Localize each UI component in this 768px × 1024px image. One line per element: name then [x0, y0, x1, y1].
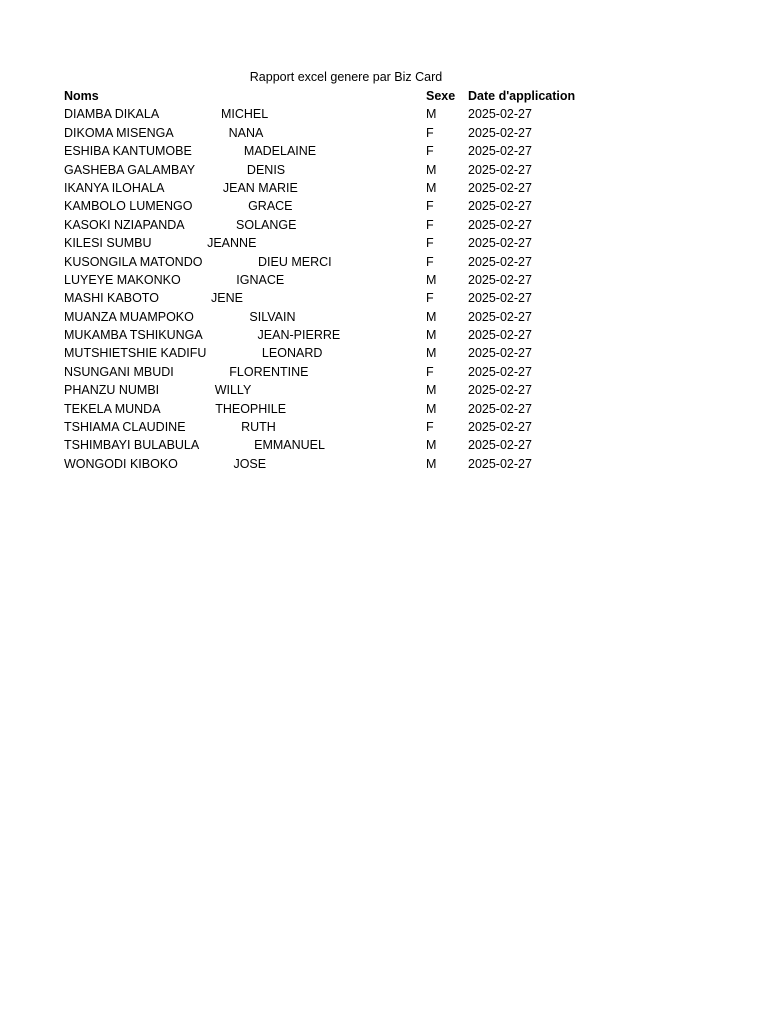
row-sex: M [426, 107, 437, 122]
row-date: 2025-02-27 [468, 254, 532, 269]
row-date: 2025-02-27 [468, 199, 532, 214]
row-name: PHANZU NUMBI WILLY [64, 383, 252, 398]
row-date: 2025-02-27 [468, 236, 532, 251]
row-sex: M [426, 328, 437, 343]
row-sex: M [426, 346, 437, 361]
row-date: 2025-02-27 [468, 144, 532, 159]
row-name: WONGODI KIBOKO JOSE [64, 456, 267, 471]
table-header-row [64, 87, 624, 105]
table-row [64, 326, 624, 344]
row-sex: M [426, 456, 437, 471]
row-name: IKANYA ILOHALA JEAN MARIE [64, 180, 298, 195]
table-row [64, 105, 624, 123]
table-row [64, 234, 624, 252]
table-row [64, 179, 624, 197]
row-date: 2025-02-27 [468, 438, 532, 453]
header-date: Date d'application [468, 89, 576, 103]
table-row [64, 400, 624, 418]
row-date: 2025-02-27 [468, 125, 532, 140]
row-name: MUTSHIETSHIE KADIFU LEONARD [64, 346, 323, 361]
row-name: DIAMBA DIKALA MICHEL [64, 107, 269, 122]
row-name: KUSONGILA MATONDO DIEU MERCI [64, 254, 332, 269]
row-name: KASOKI NZIAPANDA SOLANGE [64, 217, 297, 232]
row-date: 2025-02-27 [468, 383, 532, 398]
row-date: 2025-02-27 [468, 401, 532, 416]
row-sex: F [426, 254, 434, 269]
report-table [64, 87, 624, 473]
row-sex: F [426, 199, 434, 214]
row-name: MASHI KABOTO JENE [64, 291, 243, 306]
row-name: KAMBOLO LUMENGO GRACE [64, 199, 293, 214]
row-name: DIKOMA MISENGA NANA [64, 125, 264, 140]
row-sex: F [426, 420, 434, 435]
row-sex: F [426, 217, 434, 232]
row-sex: F [426, 236, 434, 251]
row-date: 2025-02-27 [468, 217, 532, 232]
table-row [64, 436, 624, 454]
table-row [64, 418, 624, 436]
row-sex: F [426, 291, 434, 306]
table-row [64, 271, 624, 289]
header-sex: Sexe [426, 89, 456, 103]
row-sex: F [426, 364, 434, 379]
row-name: ESHIBA KANTUMOBE MADELAINE [64, 144, 317, 159]
row-date: 2025-02-27 [468, 291, 532, 306]
table-row [64, 253, 624, 271]
table-row [64, 381, 624, 399]
row-sex: M [426, 180, 437, 195]
row-sex: M [426, 162, 437, 177]
row-name: MUANZA MUAMPOKO SILVAIN [64, 309, 296, 324]
table-row [64, 308, 624, 326]
row-date: 2025-02-27 [468, 180, 532, 195]
table-row [64, 161, 624, 179]
header-name: Noms [64, 89, 99, 103]
row-sex: M [426, 401, 437, 416]
table-row [64, 216, 624, 234]
row-sex: F [426, 125, 434, 140]
table-row [64, 197, 624, 215]
row-date: 2025-02-27 [468, 309, 532, 324]
row-date: 2025-02-27 [468, 162, 532, 177]
row-name: NSUNGANI MBUDI FLORENTINE [64, 364, 309, 379]
table-row [64, 124, 624, 142]
row-date: 2025-02-27 [468, 107, 532, 122]
row-date: 2025-02-27 [468, 420, 532, 435]
table-row [64, 344, 624, 362]
row-date: 2025-02-27 [468, 328, 532, 343]
report-title: Rapport excel genere par Biz Card [249, 70, 443, 84]
table-row [64, 289, 624, 307]
row-date: 2025-02-27 [468, 346, 532, 361]
table-row [64, 455, 624, 473]
row-sex: M [426, 438, 437, 453]
row-sex: M [426, 383, 437, 398]
row-sex: M [426, 309, 437, 324]
row-date: 2025-02-27 [468, 364, 532, 379]
row-name: TSHIAMA CLAUDINE RUTH [64, 420, 276, 435]
row-sex: F [426, 144, 434, 159]
row-name: TEKELA MUNDA THEOPHILE [64, 401, 287, 416]
row-sex: M [426, 272, 437, 287]
row-date: 2025-02-27 [468, 456, 532, 471]
row-name: MUKAMBA TSHIKUNGA JEAN-PIERRE [64, 328, 341, 343]
table-row [64, 363, 624, 381]
row-name: TSHIMBAYI BULABULA EMMANUEL [64, 438, 325, 453]
row-name: KILESI SUMBU JEANNE [64, 236, 257, 251]
row-name: GASHEBA GALAMBAY DENIS [64, 162, 286, 177]
row-date: 2025-02-27 [468, 272, 532, 287]
table-row [64, 142, 624, 160]
row-name: LUYEYE MAKONKO IGNACE [64, 272, 285, 287]
